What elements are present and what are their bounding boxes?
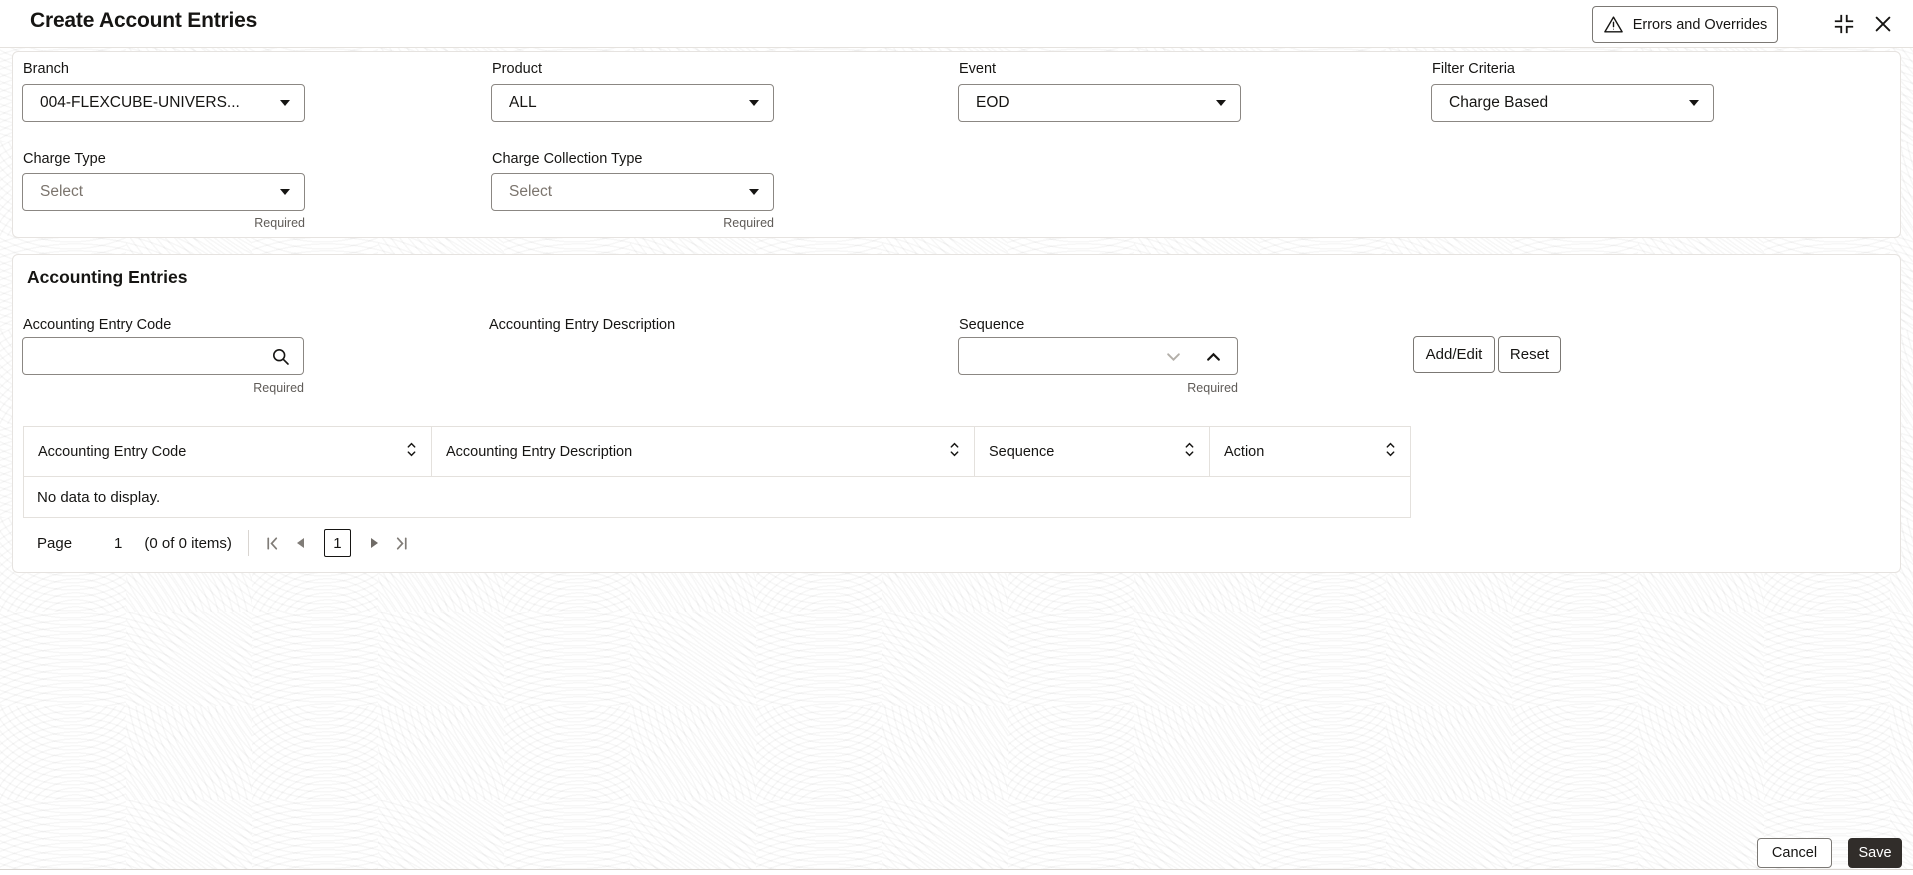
- chevron-down-icon: [1689, 100, 1699, 106]
- chevron-up-icon[interactable]: [1201, 346, 1225, 368]
- accounting-entries-panel: [12, 254, 1901, 573]
- accounting-entries-table: [23, 426, 1411, 518]
- current-page-input[interactable]: 1: [324, 529, 351, 557]
- save-button[interactable]: Save: [1848, 838, 1902, 868]
- table-header-row: [24, 427, 1410, 477]
- column-header-entry-code[interactable]: Accounting Entry Code: [24, 427, 432, 476]
- sequence-stepper[interactable]: [958, 337, 1238, 375]
- pagination-divider: [248, 530, 249, 556]
- event-label: Event: [959, 61, 997, 77]
- add-edit-button[interactable]: Add/Edit: [1413, 336, 1495, 373]
- chevron-down-icon: [749, 189, 759, 195]
- chevron-down-icon[interactable]: [1161, 346, 1185, 368]
- chevron-down-icon: [280, 189, 290, 195]
- charge-collection-type-label: Charge Collection Type: [492, 151, 643, 167]
- charge-type-required-hint: Required: [254, 216, 305, 230]
- bottom-divider: [0, 869, 1913, 875]
- pagination-bar: [23, 528, 416, 558]
- branch-select[interactable]: 004-FLEXCUBE-UNIVERS...: [22, 84, 305, 122]
- chevron-down-icon: [280, 100, 290, 106]
- event-select[interactable]: EOD: [958, 84, 1241, 122]
- charge-collection-type-required-hint: Required: [723, 216, 774, 230]
- column-header-action[interactable]: Action: [1210, 427, 1410, 476]
- sort-icon[interactable]: [406, 441, 417, 462]
- empty-table-message: No data to display.: [37, 488, 161, 506]
- chevron-down-icon: [749, 100, 759, 106]
- cancel-button[interactable]: Cancel: [1757, 838, 1832, 868]
- entry-description-label: Accounting Entry Description: [489, 317, 676, 333]
- filter-criteria-label: Filter Criteria: [1432, 61, 1515, 77]
- section-title: Accounting Entries: [27, 267, 188, 287]
- first-page-icon[interactable]: [259, 530, 287, 556]
- page-number: 1: [114, 534, 123, 552]
- charge-collection-type-select[interactable]: Select: [491, 173, 774, 211]
- collapse-icon[interactable]: [1833, 13, 1855, 35]
- sort-icon[interactable]: [1385, 441, 1396, 462]
- sequence-label: Sequence: [959, 317, 1025, 333]
- charge-type-label: Charge Type: [23, 151, 106, 167]
- branch-label: Branch: [23, 61, 69, 77]
- product-select[interactable]: ALL: [491, 84, 774, 122]
- chevron-down-icon: [1216, 100, 1226, 106]
- sequence-required-hint: Required: [1187, 381, 1238, 395]
- previous-page-icon[interactable]: [287, 530, 315, 556]
- entry-code-search-input[interactable]: [22, 337, 304, 375]
- sort-icon[interactable]: [1184, 441, 1195, 462]
- product-label: Product: [492, 61, 542, 77]
- items-count: (0 of 0 items): [144, 534, 232, 552]
- last-page-icon[interactable]: [388, 530, 416, 556]
- entry-code-required-hint: Required: [253, 381, 304, 395]
- page-label: Page: [37, 534, 73, 552]
- errors-and-overrides-label: Errors and Overrides: [1632, 16, 1768, 33]
- next-page-icon[interactable]: [360, 530, 388, 556]
- entry-code-label: Accounting Entry Code: [23, 317, 172, 333]
- warning-triangle-icon: [1603, 15, 1624, 34]
- sort-icon[interactable]: [949, 441, 960, 462]
- errors-and-overrides-button[interactable]: [1592, 6, 1778, 43]
- page-title: Create Account Entries: [30, 9, 258, 32]
- filter-criteria-select[interactable]: Charge Based: [1431, 84, 1714, 122]
- reset-button[interactable]: Reset: [1498, 336, 1561, 373]
- filters-panel: [12, 51, 1901, 238]
- charge-type-select[interactable]: Select: [22, 173, 305, 211]
- header-bar: [0, 0, 1913, 48]
- column-header-entry-description[interactable]: Accounting Entry Description: [432, 427, 975, 476]
- close-icon[interactable]: [1872, 13, 1894, 35]
- column-header-sequence[interactable]: Sequence: [975, 427, 1210, 476]
